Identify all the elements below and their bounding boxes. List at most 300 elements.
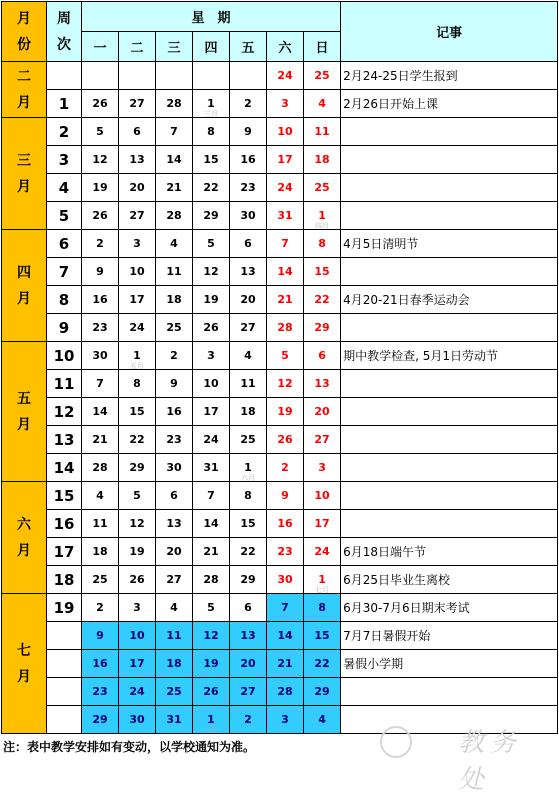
day-number: 20: [240, 657, 256, 670]
day-number: 22: [314, 657, 330, 670]
day-number: 20: [240, 293, 256, 306]
day-number: 26: [92, 97, 108, 110]
day-cell: [119, 230, 156, 258]
day-number: 28: [277, 321, 293, 334]
day-cell: [267, 202, 304, 230]
day-number: 10: [129, 265, 145, 278]
day-cell: [156, 370, 193, 398]
day-number: 29: [240, 573, 256, 586]
day-cell: [304, 314, 341, 342]
day-cell: [193, 314, 230, 342]
day-cell: [267, 90, 304, 118]
day-number: 14: [277, 265, 293, 278]
day-number: 1: [318, 209, 326, 222]
week-number: 9: [47, 314, 82, 342]
day-number: 2: [170, 349, 178, 362]
day-cell: [119, 342, 156, 370]
day-cell: [82, 146, 119, 174]
day-cell: [304, 650, 341, 678]
week-number: [47, 678, 82, 706]
day-number: 7: [170, 125, 178, 138]
day-cell: [304, 594, 341, 622]
day-cell: [267, 118, 304, 146]
day-cell: [82, 510, 119, 538]
day-cell: [82, 482, 119, 510]
day-cell: [156, 622, 193, 650]
day-cell: [119, 482, 156, 510]
day-cell: [119, 314, 156, 342]
day-cell: [230, 258, 267, 286]
day-number: 11: [166, 629, 182, 642]
note-cell: [341, 510, 558, 538]
day-number: 27: [240, 321, 256, 334]
day-cell: [230, 706, 267, 734]
day-number: 5: [281, 349, 289, 362]
day-number: 26: [129, 573, 145, 586]
month-start-mark: 五月: [130, 362, 144, 370]
day-cell: [193, 454, 230, 482]
note-cell: [341, 146, 558, 174]
day-number: 16: [277, 517, 293, 530]
day-cell: [267, 258, 304, 286]
day-cell: [193, 510, 230, 538]
week-number: 5: [47, 202, 82, 230]
day-number: 20: [314, 405, 330, 418]
day-number: 25: [166, 685, 182, 698]
week-number: 2: [47, 118, 82, 146]
month-label-feb: 二 月: [2, 62, 47, 118]
day-cell: [267, 538, 304, 566]
day-number: 3: [281, 97, 289, 110]
note-cell: 6月18日端午节: [341, 538, 558, 566]
week-number: 8: [47, 286, 82, 314]
day-cell: [267, 314, 304, 342]
day-number: 25: [166, 321, 182, 334]
day-number: 12: [129, 517, 145, 530]
day-cell: [119, 594, 156, 622]
day-number: 24: [203, 433, 219, 446]
day-number: 26: [203, 685, 219, 698]
day-number: 13: [129, 153, 145, 166]
weekday-header-7: 日: [304, 32, 341, 62]
day-cell: [267, 622, 304, 650]
day-cell: [193, 426, 230, 454]
day-cell: [156, 678, 193, 706]
day-cell: [119, 510, 156, 538]
note-cell: 7月7日暑假开始: [341, 622, 558, 650]
day-cell: [193, 594, 230, 622]
calendar-row: [2, 90, 558, 118]
day-number: 6: [318, 349, 326, 362]
week-number: [47, 62, 82, 90]
day-cell: [156, 202, 193, 230]
day-cell: [156, 706, 193, 734]
calendar-row: [2, 650, 558, 678]
day-number: 19: [129, 545, 145, 558]
day-number: 25: [92, 573, 108, 586]
day-cell: [304, 62, 341, 90]
day-cell: [82, 286, 119, 314]
day-number: 14: [277, 629, 293, 642]
day-cell: [230, 482, 267, 510]
day-number: 16: [92, 293, 108, 306]
day-number: 20: [166, 545, 182, 558]
day-cell: [193, 482, 230, 510]
day-cell: [267, 286, 304, 314]
day-cell: [230, 146, 267, 174]
day-number: 25: [314, 69, 330, 82]
day-cell: [82, 678, 119, 706]
day-number: 2: [244, 97, 252, 110]
day-number: 26: [203, 321, 219, 334]
calendar-row: [2, 174, 558, 202]
month-start-mark: 三月: [204, 110, 218, 118]
day-cell: [193, 678, 230, 706]
day-number: 16: [166, 405, 182, 418]
day-number: 4: [318, 97, 326, 110]
day-cell: [119, 90, 156, 118]
day-number: 18: [240, 405, 256, 418]
month-label-mar: 三 月: [2, 118, 47, 230]
day-number: 23: [166, 433, 182, 446]
day-cell: [193, 230, 230, 258]
day-number: 5: [207, 237, 215, 250]
day-cell: [156, 146, 193, 174]
day-cell: [230, 314, 267, 342]
day-cell: [156, 426, 193, 454]
day-number: 13: [240, 265, 256, 278]
day-number: 15: [314, 265, 330, 278]
day-number: 10: [277, 125, 293, 138]
day-cell: [82, 202, 119, 230]
day-cell: [304, 146, 341, 174]
day-number: 6: [244, 601, 252, 614]
day-number: 1: [244, 461, 252, 474]
day-cell: [119, 566, 156, 594]
month-label-jul: 七 月: [2, 594, 47, 734]
day-cell: [267, 426, 304, 454]
day-cell: [156, 594, 193, 622]
day-cell: [119, 622, 156, 650]
calendar-row: [2, 146, 558, 174]
note-cell: [341, 118, 558, 146]
note-cell: 2月26日开始上课: [341, 90, 558, 118]
day-cell: [82, 258, 119, 286]
day-number: 4: [170, 237, 178, 250]
week-number: 6: [47, 230, 82, 258]
week-number: 3: [47, 146, 82, 174]
day-number: 1: [133, 349, 141, 362]
day-number: 4: [244, 349, 252, 362]
day-cell: [156, 118, 193, 146]
weekday-header-1: 一: [82, 32, 119, 62]
day-cell: [304, 202, 341, 230]
day-number: 3: [133, 601, 141, 614]
day-cell: [82, 370, 119, 398]
day-number: 27: [240, 685, 256, 698]
day-number: 19: [203, 293, 219, 306]
day-cell: [230, 454, 267, 482]
day-number: 18: [166, 657, 182, 670]
calendar-row: [2, 678, 558, 706]
day-number: 4: [96, 489, 104, 502]
day-number: 21: [277, 293, 293, 306]
day-number: 17: [277, 153, 293, 166]
weekday-header-5: 五: [230, 32, 267, 62]
day-cell: [156, 398, 193, 426]
day-number: 28: [166, 209, 182, 222]
calendar-row: [2, 454, 558, 482]
day-number: 14: [166, 153, 182, 166]
month-label-apr: 四 月: [2, 230, 47, 342]
note-cell: [341, 174, 558, 202]
day-cell: [119, 454, 156, 482]
calendar-row: [2, 538, 558, 566]
day-number: 23: [92, 685, 108, 698]
day-cell: [82, 650, 119, 678]
day-cell: [193, 62, 230, 90]
day-cell: [304, 426, 341, 454]
day-cell: [230, 538, 267, 566]
day-cell: [267, 454, 304, 482]
day-number: 6: [170, 489, 178, 502]
day-number: 31: [277, 209, 293, 222]
day-number: 5: [96, 125, 104, 138]
calendar-row: [2, 118, 558, 146]
day-number: 29: [203, 209, 219, 222]
day-number: 30: [277, 573, 293, 586]
month-label-may: 五 月: [2, 342, 47, 482]
day-cell: [193, 90, 230, 118]
day-cell: [82, 398, 119, 426]
day-number: 26: [277, 433, 293, 446]
calendar-row: [2, 426, 558, 454]
day-cell: [267, 146, 304, 174]
day-cell: [230, 118, 267, 146]
seal-icon: [380, 726, 412, 758]
day-number: 11: [314, 125, 330, 138]
day-cell: [156, 510, 193, 538]
note-cell: 2月24-25日学生报到: [341, 62, 558, 90]
weekday-header-6: 六: [267, 32, 304, 62]
day-cell: [230, 622, 267, 650]
weekday-group-header: 星 期: [82, 2, 341, 32]
week-number: 18: [47, 566, 82, 594]
calendar-row: [2, 286, 558, 314]
day-cell: [267, 398, 304, 426]
day-cell: [230, 230, 267, 258]
day-cell: [156, 286, 193, 314]
day-cell: [230, 62, 267, 90]
note-cell: 6月30-7月6日期末考试: [341, 594, 558, 622]
day-cell: [304, 538, 341, 566]
day-number: 4: [318, 713, 326, 726]
day-number: 12: [277, 377, 293, 390]
week-number: 11: [47, 370, 82, 398]
day-number: 3: [207, 349, 215, 362]
day-number: 10: [314, 489, 330, 502]
day-number: 10: [203, 377, 219, 390]
day-cell: [119, 426, 156, 454]
day-cell: [119, 174, 156, 202]
calendar-row: [2, 230, 558, 258]
weekday-header-2: 二: [119, 32, 156, 62]
day-cell: [119, 62, 156, 90]
week-number: 19: [47, 594, 82, 622]
day-cell: [230, 342, 267, 370]
day-number: 29: [314, 685, 330, 698]
week-number: 17: [47, 538, 82, 566]
week-column-header: 周 次: [47, 2, 82, 62]
day-cell: [267, 678, 304, 706]
month-column-header: 月 份: [2, 2, 47, 62]
day-cell: [193, 342, 230, 370]
day-number: 30: [129, 713, 145, 726]
day-number: 18: [166, 293, 182, 306]
day-cell: [193, 622, 230, 650]
day-number: 8: [318, 601, 326, 614]
day-cell: [82, 118, 119, 146]
day-number: 15: [203, 153, 219, 166]
day-number: 17: [129, 657, 145, 670]
month-start-mark: 七月: [315, 586, 330, 594]
day-cell: [156, 174, 193, 202]
day-number: 4: [170, 601, 178, 614]
month-label-jun: 六 月: [2, 482, 47, 594]
day-number: 21: [166, 181, 182, 194]
day-cell: [230, 426, 267, 454]
calendar-row: [2, 202, 558, 230]
day-cell: [119, 650, 156, 678]
calendar-row: [2, 398, 558, 426]
day-cell: [82, 706, 119, 734]
day-number: 21: [277, 657, 293, 670]
day-number: 19: [277, 405, 293, 418]
day-cell: [304, 678, 341, 706]
note-cell: [341, 370, 558, 398]
day-number: 28: [166, 97, 182, 110]
day-cell: [156, 454, 193, 482]
day-number: 1: [318, 573, 326, 586]
day-cell: [119, 286, 156, 314]
note-cell: [341, 258, 558, 286]
day-number: 24: [277, 69, 293, 82]
day-number: 19: [92, 181, 108, 194]
day-number: 8: [133, 377, 141, 390]
calendar-row: [2, 258, 558, 286]
day-number: 16: [240, 153, 256, 166]
day-cell: [267, 230, 304, 258]
day-cell: [119, 706, 156, 734]
day-cell: [193, 370, 230, 398]
day-cell: [156, 90, 193, 118]
day-number: 28: [277, 685, 293, 698]
day-cell: [267, 342, 304, 370]
day-number: 14: [203, 517, 219, 530]
day-number: 7: [207, 489, 215, 502]
day-number: 9: [170, 377, 178, 390]
day-number: 29: [92, 713, 108, 726]
day-cell: [82, 454, 119, 482]
week-number: 13: [47, 426, 82, 454]
day-number: 3: [318, 461, 326, 474]
day-number: 23: [240, 181, 256, 194]
day-cell: [193, 650, 230, 678]
day-cell: [193, 174, 230, 202]
day-number: 21: [92, 433, 108, 446]
day-cell: [230, 594, 267, 622]
day-cell: [304, 258, 341, 286]
day-cell: [82, 594, 119, 622]
week-number: 16: [47, 510, 82, 538]
day-cell: [230, 286, 267, 314]
day-number: 17: [314, 517, 330, 530]
day-number: 2: [281, 461, 289, 474]
note-cell: 期中教学检查, 5月1日劳动节: [341, 342, 558, 370]
day-number: 30: [92, 349, 108, 362]
day-number: 3: [281, 713, 289, 726]
week-number: 4: [47, 174, 82, 202]
day-cell: [304, 342, 341, 370]
day-cell: [119, 258, 156, 286]
week-number: 15: [47, 482, 82, 510]
day-number: 2: [244, 713, 252, 726]
day-number: 11: [92, 517, 108, 530]
day-cell: [304, 174, 341, 202]
day-number: 11: [240, 377, 256, 390]
day-cell: [82, 90, 119, 118]
day-cell: [156, 566, 193, 594]
day-number: 9: [96, 629, 104, 642]
day-number: 9: [281, 489, 289, 502]
note-cell: [341, 398, 558, 426]
week-number: 10: [47, 342, 82, 370]
note-cell: [341, 678, 558, 706]
day-cell: [156, 230, 193, 258]
day-number: 30: [166, 461, 182, 474]
day-cell: [230, 510, 267, 538]
day-cell: [156, 62, 193, 90]
day-number: 18: [314, 153, 330, 166]
day-number: 19: [203, 657, 219, 670]
calendar-row: [2, 314, 558, 342]
day-number: 8: [244, 489, 252, 502]
day-cell: [119, 202, 156, 230]
day-number: 5: [207, 601, 215, 614]
day-cell: [156, 538, 193, 566]
calendar-row: [2, 62, 558, 90]
day-cell: [267, 650, 304, 678]
day-number: 7: [96, 377, 104, 390]
day-number: 15: [314, 629, 330, 642]
day-cell: [267, 566, 304, 594]
day-number: 22: [240, 545, 256, 558]
day-number: 2: [96, 237, 104, 250]
day-cell: [119, 678, 156, 706]
day-number: 27: [129, 97, 145, 110]
day-cell: [193, 118, 230, 146]
day-number: 16: [92, 657, 108, 670]
day-cell: [230, 202, 267, 230]
day-cell: [230, 174, 267, 202]
day-cell: [230, 678, 267, 706]
day-cell: [82, 314, 119, 342]
day-number: 2: [96, 601, 104, 614]
day-number: 27: [314, 433, 330, 446]
day-cell: [304, 370, 341, 398]
note-cell: 4月20-21日春季运动会: [341, 286, 558, 314]
day-number: 27: [166, 573, 182, 586]
